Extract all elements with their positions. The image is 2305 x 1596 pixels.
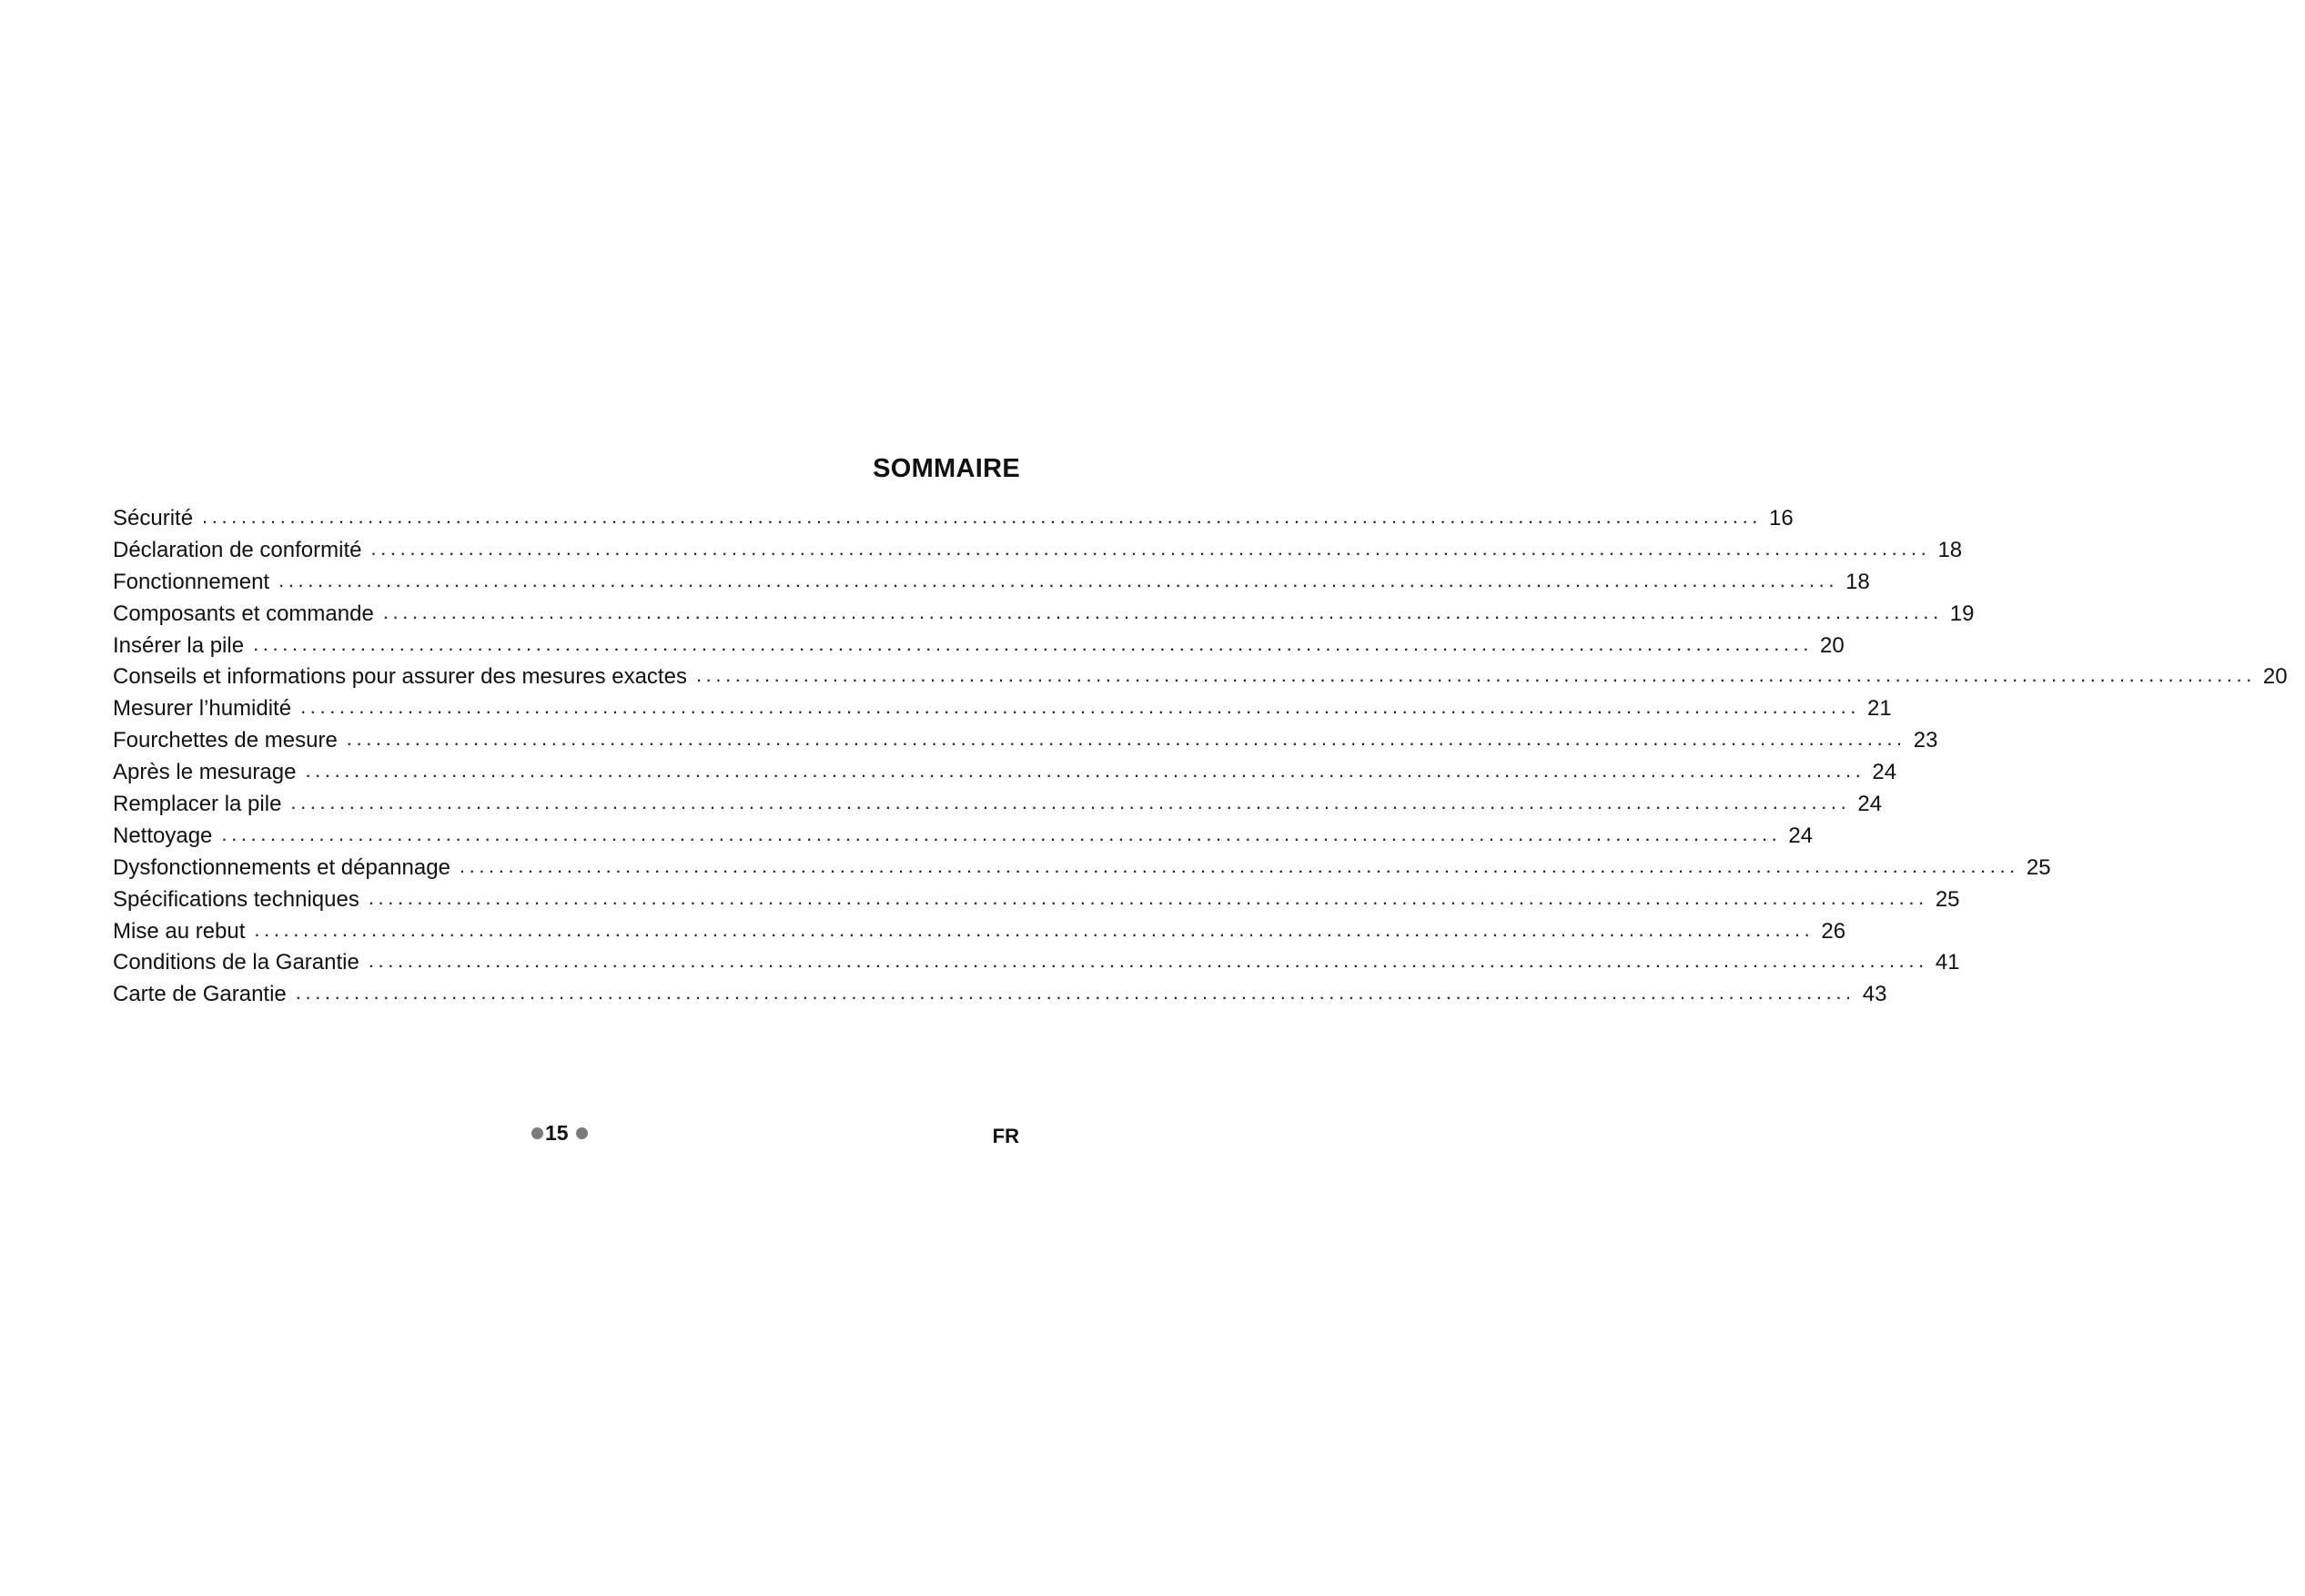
toc-entry-title: Remplacer la pile xyxy=(113,792,282,817)
dot-leader: ................................................................................................................................................................ xyxy=(202,505,1763,528)
dot-leader: ................................................................................................................................................................ xyxy=(382,600,1943,623)
toc-entry-page: 16 xyxy=(1769,506,1794,530)
toc-entry-page: 18 xyxy=(1845,569,1870,594)
toc-entry-title: Composants et commande xyxy=(113,601,374,626)
toc-entry xyxy=(113,791,1883,823)
toc-entry-page: 24 xyxy=(1857,792,1883,817)
toc-entry xyxy=(113,695,1892,728)
toc-entry-page: 25 xyxy=(1935,886,1960,912)
dot-leader: ................................................................................................................................................................ xyxy=(221,822,1782,845)
bullet-icon xyxy=(531,1127,543,1139)
page-title: SOMMAIRE xyxy=(873,454,1020,483)
toc-entry-page: 41 xyxy=(1935,950,1960,975)
toc-entry-title: Sécurité xyxy=(113,506,194,530)
toc-entry xyxy=(113,885,1960,919)
dot-leader: ................................................................................................................................................................ xyxy=(254,917,1815,941)
toc-entry-title: Conditions de la Garantie xyxy=(113,950,359,975)
dot-leader: ................................................................................................................................................................ xyxy=(253,631,1814,655)
dot-leader: ................................................................................................................................................................ xyxy=(695,663,2256,687)
toc-entry xyxy=(113,536,1963,570)
toc-entry-title: Nettoyage xyxy=(113,823,213,848)
page-number xyxy=(531,1121,588,1146)
toc-entry xyxy=(113,568,1870,601)
toc-entry-title: Après le mesurage xyxy=(113,760,297,785)
toc-entry xyxy=(113,949,1960,982)
language-code: FR xyxy=(992,1125,1019,1147)
toc-entry xyxy=(113,759,1897,792)
page-number-text: 15 xyxy=(545,1121,569,1145)
toc-entry-page: 25 xyxy=(2026,854,2051,880)
dot-leader: ................................................................................................................................................................ xyxy=(290,791,1851,814)
dot-leader: ................................................................................................................................................................ xyxy=(305,759,1865,783)
dot-leader: ................................................................................................................................................................ xyxy=(295,981,1855,1005)
toc-entry-page: 20 xyxy=(2262,664,2288,690)
toc-entry-title: Déclaration de conformité xyxy=(113,537,362,562)
toc-entry xyxy=(113,600,1975,633)
toc-entry-title: Fonctionnement xyxy=(113,569,270,594)
toc-entry-page: 23 xyxy=(1913,728,1938,753)
dot-leader: ................................................................................................................................................................ xyxy=(370,536,1931,560)
toc-entry-title: Insérer la pile xyxy=(113,632,245,658)
toc-entry-page: 26 xyxy=(1821,918,1846,944)
dot-leader: ................................................................................................................................................................ xyxy=(368,885,1928,909)
bullet-icon xyxy=(576,1127,588,1139)
dot-leader: ................................................................................................................................................................ xyxy=(459,854,2019,877)
toc-entry xyxy=(113,822,1814,855)
toc-entry-page: 19 xyxy=(1949,601,1975,626)
toc-entry-title: Conseils et informations pour assurer des mesures exactes xyxy=(113,664,687,690)
toc-entry-title: Fourchettes de mesure xyxy=(113,728,338,753)
toc-entry-page: 24 xyxy=(1788,823,1814,848)
toc-entry-title: Carte de Garantie xyxy=(113,982,287,1007)
dot-leader: ................................................................................................................................................................ xyxy=(300,695,1861,719)
toc-entry xyxy=(113,631,1845,665)
toc-entry-title: Spécifications techniques xyxy=(113,886,359,912)
toc-entry xyxy=(113,854,2051,887)
dot-leader: ................................................................................................................................................................ xyxy=(368,949,1928,973)
toc-entry xyxy=(113,917,1846,951)
toc-entry xyxy=(113,981,1887,1014)
toc-entry-page: 21 xyxy=(1867,696,1892,722)
toc-entry-title: Mesurer l’humidité xyxy=(113,696,292,722)
toc-entry-title: Dysfonctionnements et dépannage xyxy=(113,854,450,880)
toc-entry xyxy=(113,663,2288,696)
dot-leader: ................................................................................................................................................................ xyxy=(346,727,1906,751)
table-of-contents xyxy=(113,505,2288,1014)
toc-entry-page: 24 xyxy=(1872,760,1897,785)
toc-entry-page: 18 xyxy=(1937,537,1963,562)
toc-entry-page: 20 xyxy=(1820,632,1845,658)
toc-entry xyxy=(113,727,1938,760)
toc-entry xyxy=(113,505,1794,538)
toc-entry-title: Mise au rebut xyxy=(113,918,246,944)
toc-entry-page: 43 xyxy=(1862,982,1887,1007)
dot-leader: ................................................................................................................................................................ xyxy=(278,568,1839,591)
